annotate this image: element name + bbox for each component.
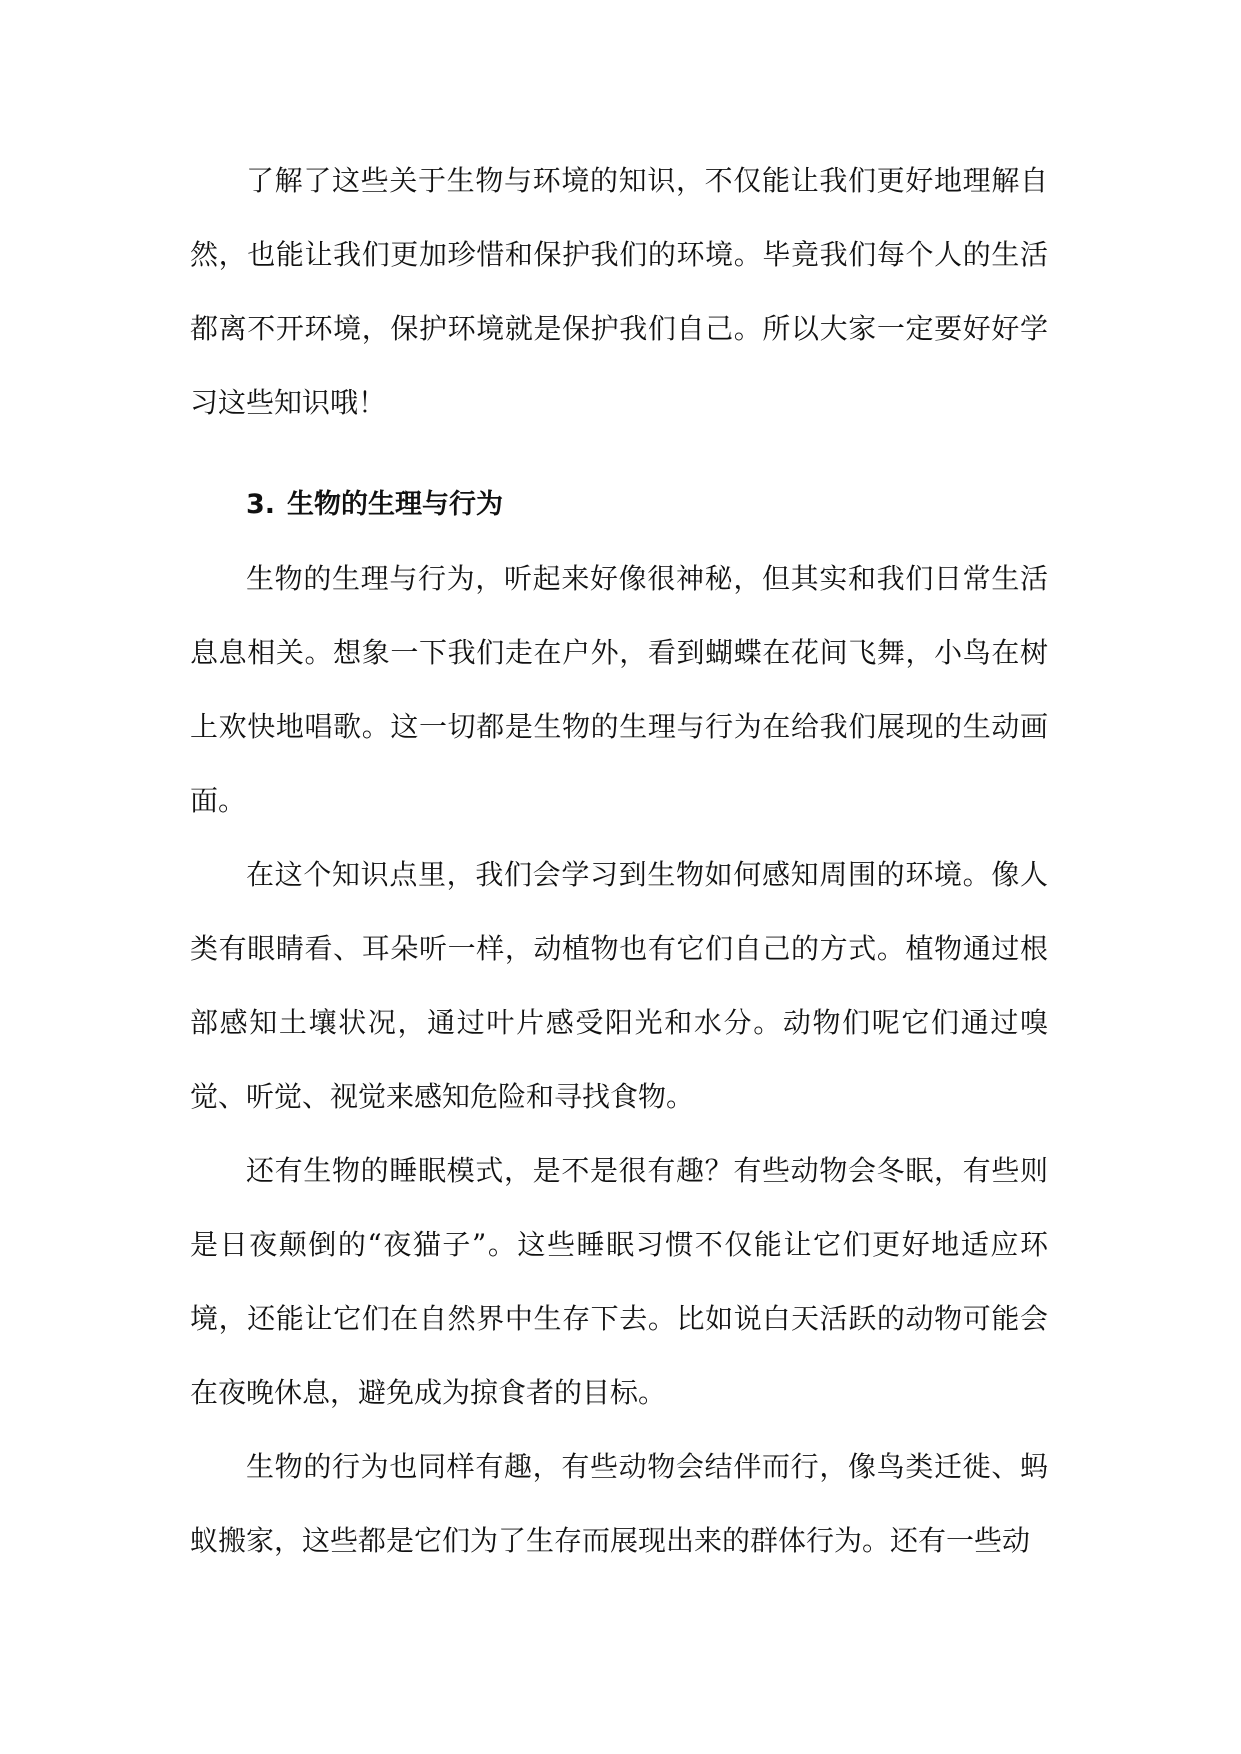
paragraph-environment-summary: 了解了这些关于生物与环境的知识，不仅能让我们更好地理解自然，也能让我们更加珍惜和保护我们的环境。毕竟我们每个人的生活都离不开环境，保护环境就是保护我们自己。所以大家一定要好好学习这些知识哦！	[190, 164, 1048, 419]
paragraph-sleep-patterns: 还有生物的睡眠模式，是不是很有趣？有些动物会冬眠，有些则是日夜颠倒的“夜猫子”。这些睡眠习惯不仅能让它们更好地适应环境，还能让它们在自然界中生存下去。比如说白天活跃的动物可能会在夜晚休息，避免成为掠食者的目标。	[190, 1154, 1048, 1409]
section-heading	[190, 468, 1048, 542]
section-number: 3.	[246, 489, 276, 520]
document-body	[190, 144, 1048, 1578]
paragraph-perception: 在这个知识点里，我们会学习到生物如何感知周围的环境。像人类有眼睛看、耳朵听一样，动植物也有它们自己的方式。植物通过根部感知土壤状况，通过叶片感受阳光和水分。动物们呢它们通过嗅觉、听觉、视觉来感知危险和寻找食物。	[190, 858, 1048, 1113]
section-title: 生物的生理与行为	[287, 489, 504, 520]
paragraph-group-behavior: 生物的行为也同样有趣，有些动物会结伴而行，像鸟类迁徙、蚂蚁搬家，这些都是它们为了生存而展现出来的群体行为。还有一些动	[190, 1450, 1048, 1557]
paragraph-physiology-intro: 生物的生理与行为，听起来好像很神秘，但其实和我们日常生活息息相关。想象一下我们走在户外，看到蝴蝶在花间飞舞，小鸟在树上欢快地唱歌。这一切都是生物的生理与行为在给我们展现的生动画面。	[190, 562, 1048, 817]
